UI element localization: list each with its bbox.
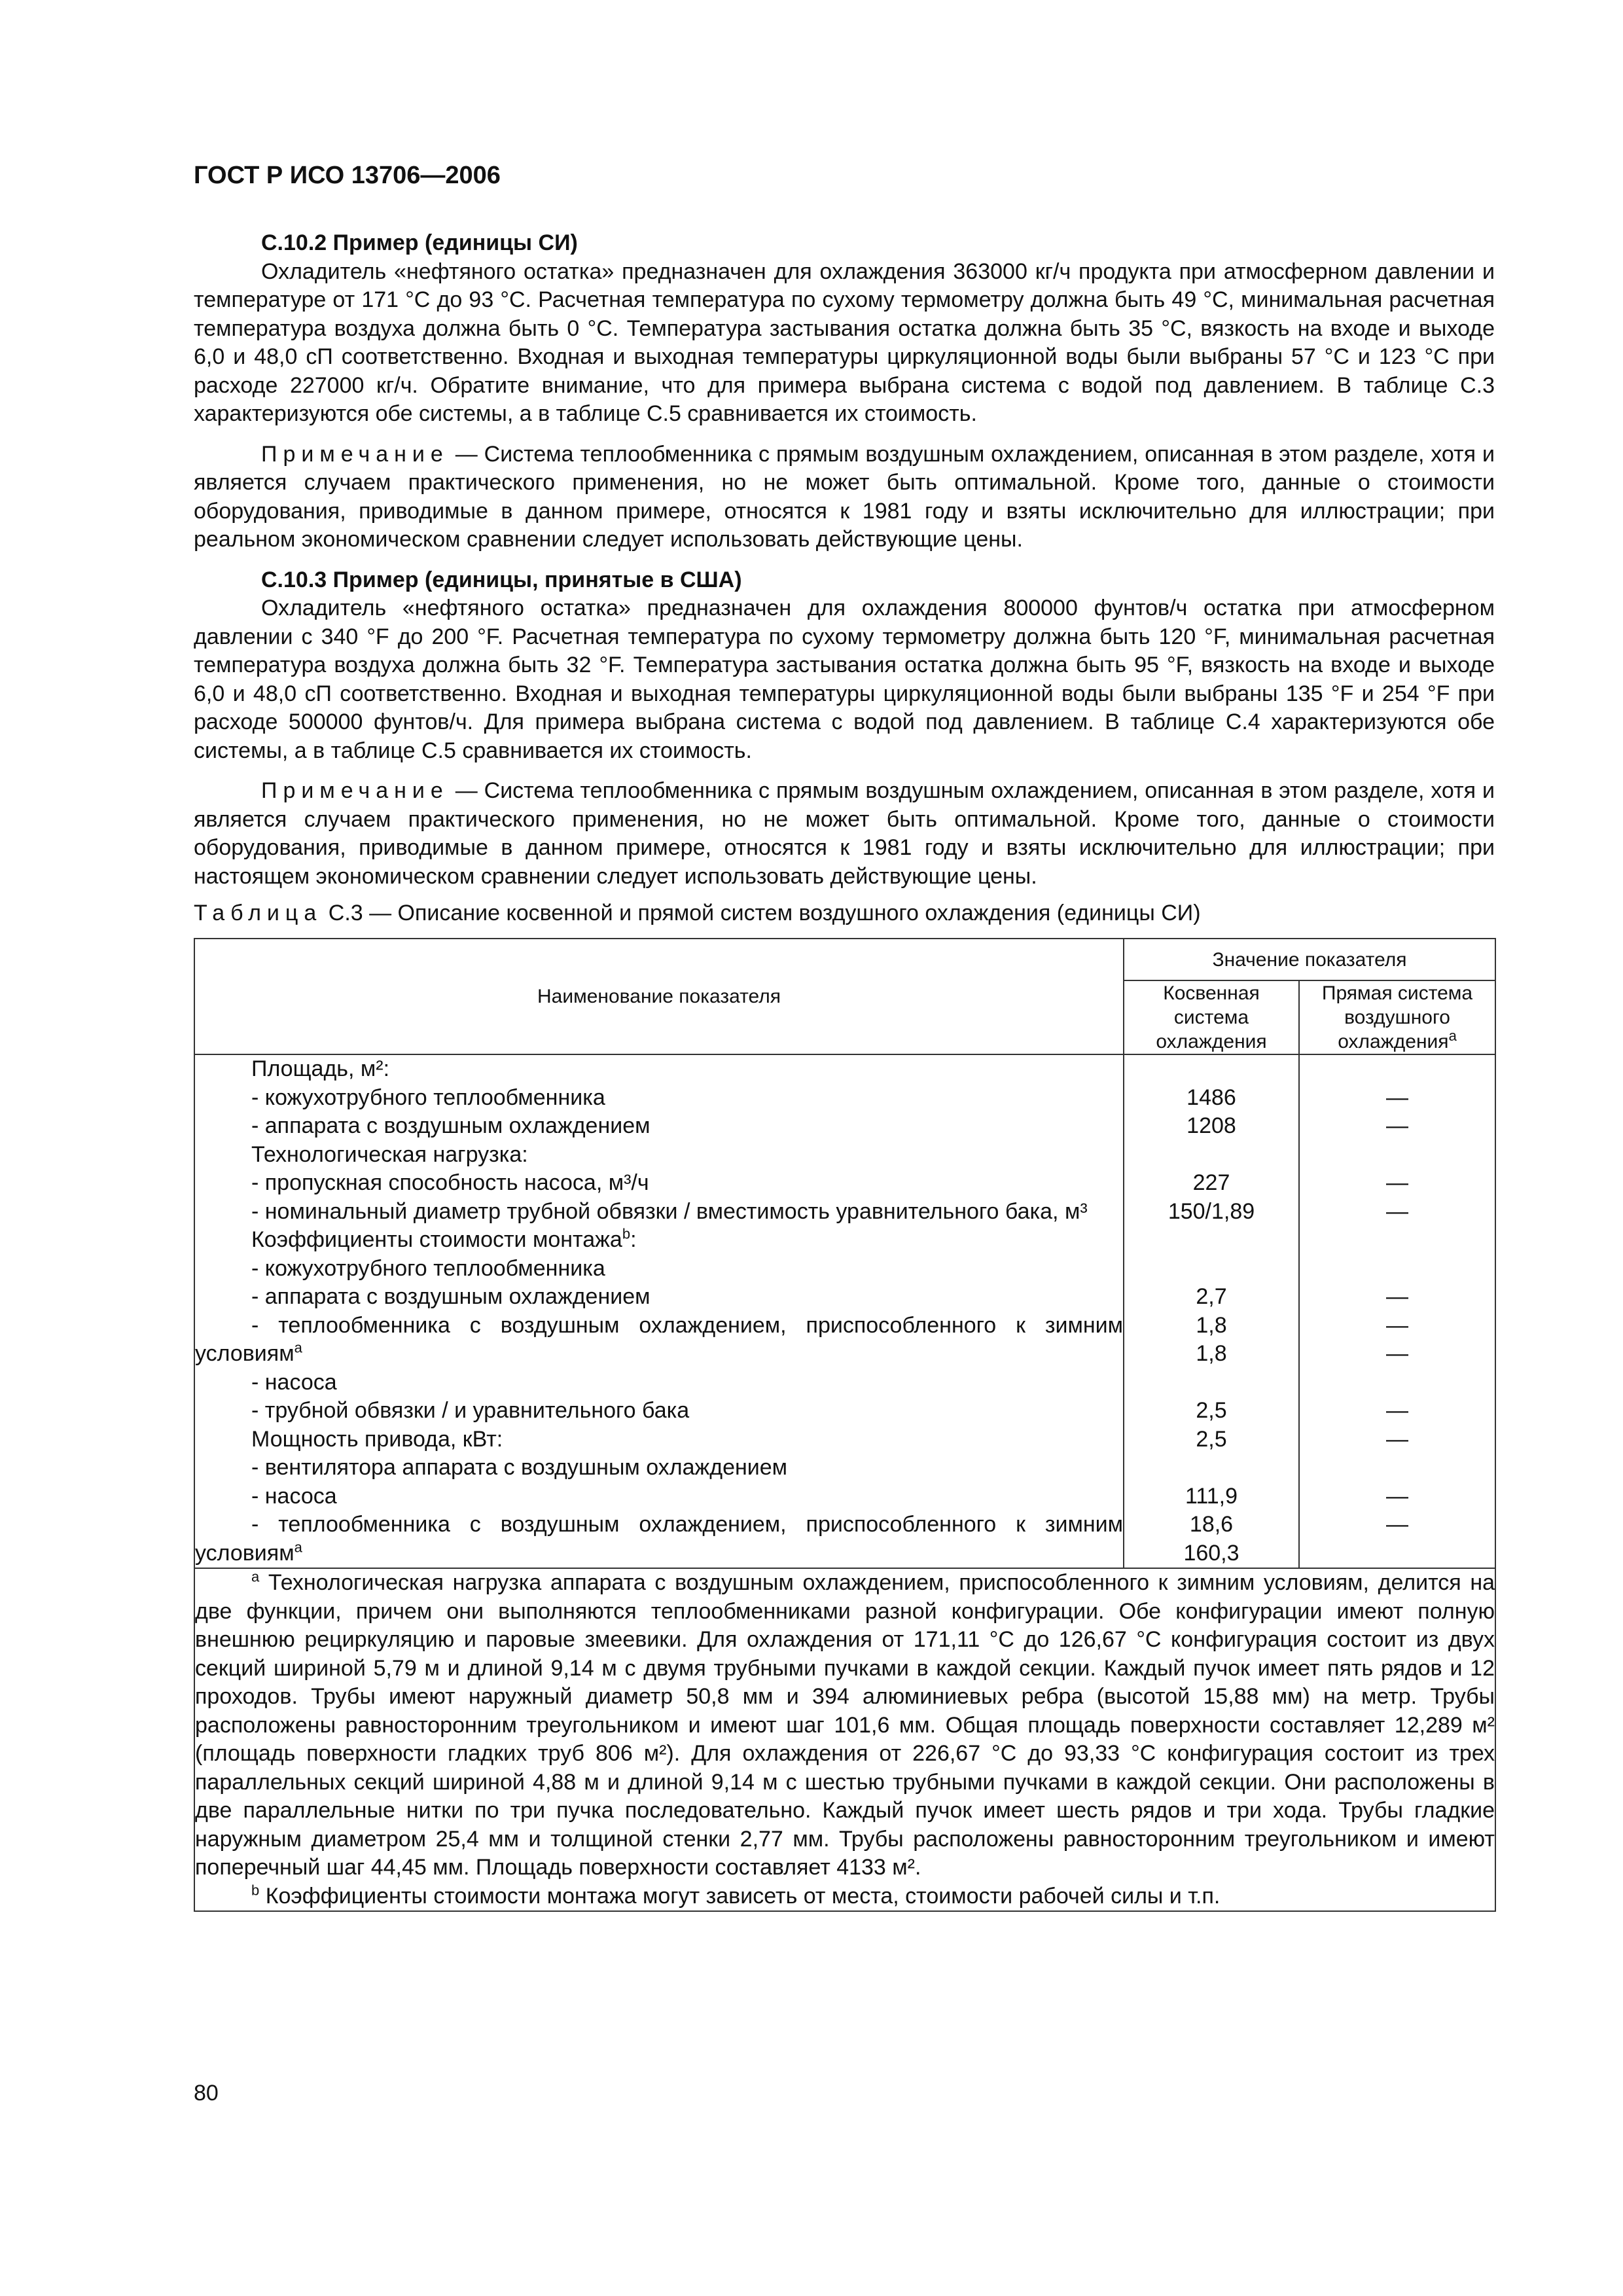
page-number: 80 [194,2081,219,2106]
column-header-indirect: Косвенная система охлаждения [1124,980,1299,1054]
table-row: Технологическая нагрузка: [251,1141,528,1167]
note-label: Примечание [261,778,449,803]
names-cell [194,1054,1124,1568]
value-cell [1124,1454,1298,1482]
note-text: — Система теплообменника с прямым воздушным охлаждением, описанная в этом разделе, хотя и является случаем практического применения, но не может быть оптимальной. Кроме того, данные о стоимости оборудования, приводимые в данном примере, относятся к 1981 году и взяты исключительно для иллюстрации; при настоящем экономическом сравнении следует использовать действующие цены. [194,778,1495,889]
table-caption [194,899,1495,927]
table-caption-label: Таблица [194,901,323,925]
value-cell: 1486 [1186,1085,1236,1110]
note-text: — Система теплообменника с прямым воздушным охлаждением, описанная в этом разделе, хотя и является случаем практического применения, но не может быть оптимальной. Кроме того, данные о стоимости оборудования, приводимые в данном примере, относятся к 1981 году и взяты исключительно для иллюстрации; при реальном экономическом сравнении следует использовать действующие цены. [194,441,1495,552]
column-header-direct: Прямая система воздушного охлаждения$^a$ [1299,980,1495,1054]
value-cell: — [1386,1341,1408,1366]
value-cell: 111,9 [1185,1483,1238,1509]
value-cell: 18,6 [1189,1512,1234,1537]
value-cell: — [1386,1398,1408,1423]
value-cell: 2,5 [1196,1398,1227,1423]
value-cell [1124,1141,1298,1170]
table-row: - насоса [251,1483,337,1509]
indirect-values-cell [1124,1054,1299,1568]
table-row: - номинальный диаметр трубной обвязки / вместимость уравнительного бака, м³ [251,1198,1088,1224]
table-row: - теплообменника с воздушным охлаждением, приспособленного к зимним условиям$^a$ [195,1512,1123,1566]
value-cell: 1,8 [1196,1341,1227,1366]
value-cell [1124,1226,1298,1255]
footnote-b-text: Коэффициенты стоимости монтажа могут зависеть от места, стоимости рабочей силы и т.п. [265,1883,1221,1909]
section-c-10-3-body: Охладитель «нефтяного остатка» предназначен для охлаждения 800000 фунтов/ч остатка при атмосферном давлении с 340 °F до 200 °F. Расчетная температура по сухому термометру должна быть 120 °F, минимальная расчетная температура воздуха должна быть 32 °F. Температура застывания остатка должна быть 95 °F, вязкость на входе и выходе 6,0 и 48,0 сП соответственно. Входная и выходная температуры циркуляционной воды были выбраны 135 °F и 254 °F при расходе 500000 фунтов/ч. Для примера выбрана система с водой под давлением. В таблице C.4 характеризуются обе системы, а в таблице C.5 сравнивается их стоимость. [194,596,1495,763]
table-row: - аппарата с воздушным охлаждением [251,1113,651,1138]
value-cell: — [1386,1426,1408,1452]
note-label: Примечание [261,441,449,467]
column-header-value: Значение показателя [1124,939,1495,980]
value-cell: — [1386,1483,1408,1509]
table-row: - вентилятора аппарата с воздушным охлаждением [251,1455,788,1480]
value-cell: 2,7 [1196,1284,1227,1309]
table-body-row [194,1054,1495,1568]
section-c-10-3-title: C.10.3 Пример (единицы, принятые в США) [261,567,742,592]
value-cell: 160,3 [1183,1540,1240,1566]
section-c-10-2-title: C.10.2 Пример (единицы СИ) [261,230,578,255]
table-row: Площадь, м²: [251,1056,390,1081]
value-cell [1124,1255,1298,1283]
footnote-a: $^a$ Технологическая нагрузка аппарата с воздушным охлаждением, приспособленного к зимним условиям, делится на две функции, причем они выполняются теплообменниками разной конфигурации. Обе конфигурации имеют полную внешнюю рециркуляцию и паровые змеевики. Для охлаждения от 171,11 °C до 126,67 °C конфигурация состоит из двух секций шириной 5,79 м и длиной 9,14 м с двумя трубными пучками в каждой секции. Каждый пучок имеет пять рядов и 12 проходов. Трубы имеют наружный диаметр 50,8 мм и 394 алюминиевых ребра (высотой 15,88 мм) на метр. Трубы расположены равносторонним треугольником и имеют шаг 101,6 мм. Общая площадь поверхности составляет 12,289 м² (площадь поверхности гладких труб 806 м²). Для охлаждения от 226,67 °C до 93,33 °C конфигурация состоит из трех параллельных секций шириной 4,88 м и длиной 9,14 м с шестью трубными пучками в каждой секции. Они расположены в две параллельные нитки по три пучка последовательно. Каждый пучок имеет шесть рядов и три хода. Трубы гладкие наружным диаметром 25,4 мм и толщиной стенки 2,77 мм. Трубы расположены равносторонним треугольником и имеют поперечный шаг 44,45 мм. Площадь поверхности составляет 4133 м². [195,1568,1495,1880]
value-cell: — [1386,1284,1408,1309]
table-row: Коэффициенты стоимости монтажа$^b$: [251,1225,637,1252]
footnote-a-text: Технологическая нагрузка аппарата с воздушным охлаждением, приспособленного к зимним условиям, делится на две функции, причем они выполняются теплообменниками разной конфигурации. Обе конфигурации имеют полную внешнюю рециркуляцию и паровые змеевики. Для охлаждения от 171,11 °C до 126,67 °C конфигурация состоит из двух секций шириной 5,79 м и длиной 9,14 м с двумя трубными пучками в каждой секции. Каждый пучок имеет пять рядов и 12 проходов. Трубы имеют наружный диаметр 50,8 мм и 394 алюминиевых ребра (высотой 15,88 мм) на метр. Трубы расположены равносторонним треугольником и имеют шаг 101,6 мм. Общая площадь поверхности составляет 12,289 м² (площадь поверхности гладких труб 806 м²). Для охлаждения от 226,67 °C до 93,33 °C конфигурация состоит из трех параллельных секций шириной 4,88 м и длиной 9,14 м с шестью трубными пучками в каждой секции. Они расположены в две параллельные нитки по три пучка последовательно. Каждый пучок имеет шесть рядов и три хода. Трубы гладкие наружным диаметром 25,4 мм и толщиной стенки 2,77 мм. Трубы расположены равносторонним треугольником и имеют поперечный шаг 44,45 мм. Площадь поверхности составляет 4133 м². [195,1570,1495,1880]
table-row: - теплообменника с воздушным охлаждением, приспособленного к зимним условиям$^a$ [195,1312,1123,1366]
value-cell: 150/1,89 [1168,1198,1255,1224]
value-cell [1124,1055,1298,1084]
value-cell: — [1386,1085,1408,1110]
value-cell [1124,1369,1298,1397]
value-cell: 1208 [1186,1113,1236,1138]
value-cell: 227 [1192,1170,1230,1195]
value-cell: 2,5 [1196,1426,1227,1452]
direct-values-cell [1299,1054,1495,1568]
value-cell [1300,1226,1495,1255]
table-row: - аппарата с воздушным охлаждением [251,1284,651,1309]
value-cell [1300,1141,1495,1170]
value-cell [1300,1454,1495,1482]
table-row: - пропускная способность насоса, м³/ч [251,1170,649,1195]
standard-header: ГОСТ Р ИСО 13706—2006 [194,162,501,189]
page-content [194,229,1495,1912]
column-header-direct-text: Прямая система воздушного охлаждения [1321,982,1473,1052]
section-c-10-2-body: Охладитель «нефтяного остатка» предназначен для охлаждения 363000 кг/ч продукта при атмосферном давлении и температуре от 171 °C до 93 °C. Расчетная температура по сухому термометру должна быть 49 °C, минимальная расчетная температура воздуха должна быть 0 °C. Температура застывания остатка должна быть 35 °C, вязкость на входе и выходе 6,0 и 48,0 сП соответственно. Входная и выходная температуры циркуляционной воды были выбраны 57 °C и 123 °C при расходе 227000 кг/ч. Обратите внимание, что для примера выбрана система с водой под давлением. В таблице C.3 характеризуются обе системы, а в таблице C.5 сравнивается их стоимость. [194,259,1495,426]
table-c3 [194,938,1496,1912]
footnotes-cell [194,1568,1495,1911]
section-c-10-3-note [194,777,1495,891]
table-caption-text: C.3 — Описание косвенной и прямой систем воздушного охлаждения (единицы СИ) [322,901,1201,925]
value-cell: — [1386,1170,1408,1195]
value-cell [1300,1055,1495,1084]
section-c-10-2-note [194,440,1495,554]
table-header-row [194,939,1495,980]
table-row: - кожухотрубного теплообменника [251,1255,605,1281]
value-cell: — [1386,1198,1408,1224]
table-row: - трубной обвязки / и уравнительного бака [251,1398,690,1423]
value-cell: — [1386,1113,1408,1138]
table-row: - кожухотрубного теплообменника [251,1085,605,1110]
table-row: Мощность привода, кВт: [251,1426,503,1452]
value-cell: 1,8 [1196,1312,1227,1338]
value-cell [1300,1255,1495,1283]
footnote-b: $^b$ Коэффициенты стоимости монтажа могут зависеть от места, стоимости рабочей силы и т.п. [251,1882,1221,1909]
value-cell [1300,1369,1495,1397]
value-cell: — [1386,1312,1408,1338]
column-header-name: Наименование показателя [194,939,1124,1054]
table-row: - насоса [251,1369,337,1395]
table-footnotes-row [194,1568,1495,1911]
value-cell: — [1386,1512,1408,1537]
